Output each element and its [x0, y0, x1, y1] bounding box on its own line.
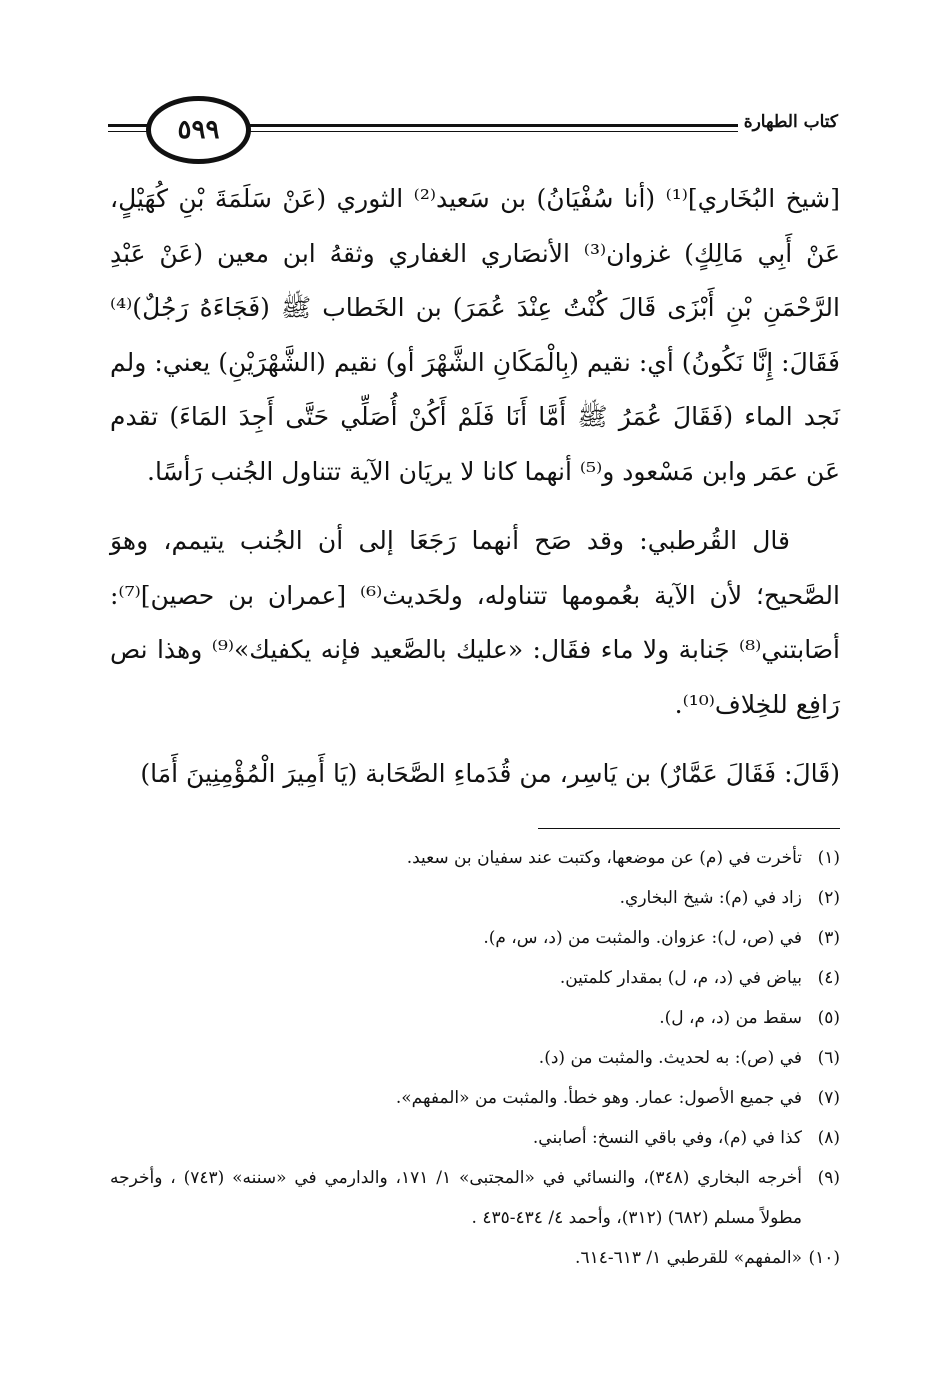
footnote-text: تأخرت في (م) عن موضعها، وكتبت عند سفيان بن سعيد.: [406, 848, 802, 868]
footnote-number: (٢): [817, 888, 840, 908]
footnote-text: في (ص، ل): عزوان. والمثبت من (د، س، م).: [483, 928, 802, 948]
running-title: كتاب الطهارة: [738, 112, 838, 132]
footnote-number: (٧): [817, 1088, 840, 1108]
footnote-number: (٦): [817, 1048, 840, 1068]
footnote-text: «المفهم» للقرطبي ١/ ٦١٣-٦١٤.: [575, 1248, 802, 1268]
footnote-number: (٤): [817, 968, 840, 988]
paragraph-2: قال القُرطبي: وقد صَح أنهما رَجَعَا إلى أن الجُنب يتيمم، وهوَ الصَّحيح؛ لأن الآية بعُمومها تتناوله، ولحَديث⁽⁶⁾ [عمران بن حصين]⁽⁷⁾: أصَابتني⁽⁸⁾ جَنابة ولا ماء فقَال: «عليك بالصَّعيد فإنه يكفيك»⁽⁹⁾ وهذا نص رَافِع للخِلاف⁽¹⁰⁾.: [110, 526, 840, 719]
footnote: [110, 1038, 840, 1078]
footnote: [110, 1238, 840, 1278]
footnote: [110, 1118, 840, 1158]
footnote: [110, 958, 840, 998]
footnote: [110, 878, 840, 918]
footnote-text: في جميع الأصول: عمار. وهو خطأ. والمثبت من «المفهم».: [395, 1088, 802, 1108]
footnote: [110, 1078, 840, 1118]
paragraph-3: (قَالَ: فَقَالَ عَمَّارٌ) بن يَاسِر، من قُدَماءِ الصَّحَابة (يَا أَمِيرَ الْمُؤْمِنِينَ أَمَا): [140, 759, 840, 788]
footnote: [110, 918, 840, 958]
header-rule-left-thin: [108, 131, 148, 132]
footnote-text: في (ص): به لحديث. والمثبت من (د).: [538, 1048, 802, 1068]
header-rule-left: [108, 124, 148, 127]
footnote-text: زاد في (م): شيخ البخاري.: [619, 888, 802, 908]
paragraph-1: [شيخ البُخَاري]⁽¹⁾ (أنا سُفْيَانُ) بن سَعيد⁽²⁾ الثوري (عَنْ سَلَمَةَ بْنِ كُهَيْلٍ، عَنْ أَبِي مَالِكٍ) غزوان⁽³⁾ الأنصَاري الغفاري وثقهُ ابن معين (عَنْ عَبْدِ الرَّحْمَنِ بْنِ أَبْزَى قَالَ كُنْتُ عِنْدَ عُمَرَ) بن الخَطاب ﷺ (فَجَاءَهُ رَجُلٌ)⁽⁴⁾ فَقَالَ: إِنَّا نَكُونُ) أي: نقيم (بِالْمَكَانِ الشَّهْرَ أو) نقيم (الشَّهْرَيْنِ) يعني: ولم نَجد الماء (فَقَالَ عُمَرُ ﷺ أَمَّا أَنَا فَلَمْ أَكُنْ أُصَلِّي حَتَّى أَجِدَ المَاءَ) تقدم عَن عمَر وابن مَسْعود و⁽⁵⁾ أنهما كانا لا يريَان الآية تتناول الجُنب رَأسًا.: [110, 184, 841, 486]
main-text: [110, 172, 840, 802]
footnotes: [110, 838, 840, 1278]
footnote-text: بياض في (د، م، ل) بمقدار كلمتين.: [559, 968, 802, 988]
footnote-number: (٥): [817, 1008, 840, 1028]
footnote: [110, 1158, 840, 1238]
footnote-number: (١): [817, 848, 840, 868]
footnote-number: (١٠): [808, 1248, 840, 1268]
footnote-number: (٨): [817, 1128, 840, 1148]
footnote-separator: [538, 828, 840, 829]
footnote: [110, 838, 840, 878]
footnote-text: سقط من (د، م، ل).: [659, 1008, 802, 1028]
footnote-text: أخرجه البخاري (٣٤٨)، والنسائي في «المجتبى» ١/ ١٧١، والدارمي في «سننه» (٧٤٣) ، وأخرجه مطولاً مسلم (٦٨٢) (٣١٢)، وأحمد ٤/ ٤٣٤-٤٣٥ .: [110, 1168, 802, 1228]
page-number: ٥٩٩: [146, 96, 251, 164]
footnote-number: (٣): [817, 928, 840, 948]
footnote-text: كذا في (م)، وفي باقي النسخ: أصابني.: [532, 1128, 802, 1148]
footnote-number: (٩): [817, 1168, 840, 1188]
footnote: [110, 998, 840, 1038]
